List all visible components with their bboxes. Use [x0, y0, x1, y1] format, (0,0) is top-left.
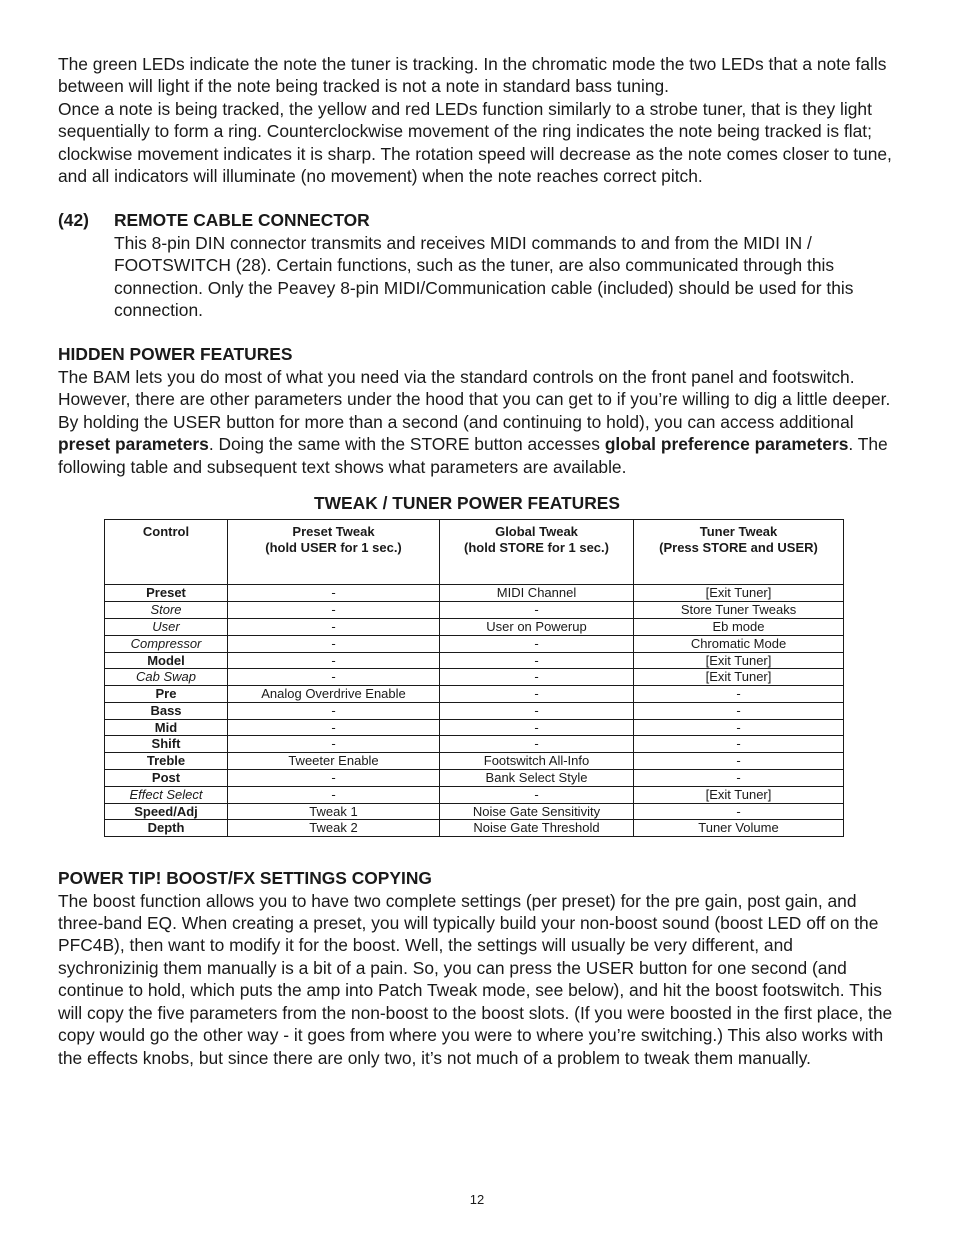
- page-number: 12: [469, 1192, 485, 1207]
- control-cell: Model: [105, 652, 228, 669]
- tuner-tweak-cell: Tuner Volume: [634, 820, 844, 837]
- preset-tweak-cell: -: [228, 702, 440, 719]
- tuner-tweak-cell: Chromatic Mode: [634, 635, 844, 652]
- control-cell: Depth: [105, 820, 228, 837]
- table-row: [105, 602, 844, 619]
- table-row: [105, 719, 844, 736]
- control-cell: Mid: [105, 719, 228, 736]
- header-control: Control: [105, 520, 228, 585]
- table-title: TWEAK / TUNER POWER FEATURES: [314, 492, 620, 513]
- table-row: [105, 669, 844, 686]
- global-tweak-cell: -: [440, 786, 634, 803]
- tuner-tweak-cell: -: [634, 753, 844, 770]
- preset-tweak-cell: Analog Overdrive Enable: [228, 686, 440, 703]
- global-tweak-cell: Bank Select Style: [440, 770, 634, 787]
- global-tweak-cell: -: [440, 719, 634, 736]
- control-cell: Speed/Adj: [105, 803, 228, 820]
- power-tip-body: The boost function allows you to have two complete settings (per preset) for the pre gain, post gain, and three-band EQ. When creating a preset, you will typically build your non-boost sound (boost LED off on the PFC4B), then want to modify it for the boost. Well, the settings will usually be very different, and sychronizinig them manually is a bit of a pain. So, you can press the USER button for one second (and continue to hold, which puts the amp into Patch Tweak mode, see below), and hit the boost footswitch. This will copy the five parameters from the non-boost to the boost slots. (If you were boosted in the first place, the copy would go the other way - it goes from where you were to where you’re switching.) This also works with the effects knobs, but since there are only two, it’s not much of a problem to tweak them manually.: [58, 890, 893, 1068]
- tuner-tweak-cell: Eb mode: [634, 618, 844, 635]
- global-tweak-cell: -: [440, 702, 634, 719]
- global-tweak-cell: Footswitch All-Info: [440, 753, 634, 770]
- tuner-tweak-cell: -: [634, 770, 844, 787]
- tuner-tweak-cell: -: [634, 686, 844, 703]
- preset-tweak-cell: -: [228, 652, 440, 669]
- intro-paragraph-1: The green LEDs indicate the note the tuner is tracking. In the chromatic mode the two LEDs that a note falls between will light if the note being tracked is not a note in standard bass tuning.: [58, 54, 887, 97]
- tweak-tuner-table: [104, 519, 844, 837]
- tuner-tweak-cell: -: [634, 702, 844, 719]
- preset-tweak-cell: -: [228, 786, 440, 803]
- table-row: [105, 820, 844, 837]
- control-cell: Effect Select: [105, 786, 228, 803]
- section-42-title: REMOTE CABLE CONNECTOR: [114, 210, 370, 231]
- preset-tweak-cell: Tweeter Enable: [228, 753, 440, 770]
- tuner-tweak-cell: [Exit Tuner]: [634, 585, 844, 602]
- global-tweak-cell: -: [440, 736, 634, 753]
- table-row: [105, 753, 844, 770]
- preset-parameters-emphasis: preset parameters: [58, 434, 209, 455]
- tuner-tweak-cell: [Exit Tuner]: [634, 652, 844, 669]
- hidden-features-body: [58, 366, 898, 478]
- section-42-heading: [58, 209, 898, 231]
- control-cell: Compressor: [105, 635, 228, 652]
- global-tweak-cell: -: [440, 669, 634, 686]
- hidden-features-title: HIDDEN POWER FEATURES: [58, 344, 293, 365]
- global-tweak-cell: -: [440, 635, 634, 652]
- tuner-tweak-cell: -: [634, 736, 844, 753]
- table-body: [105, 585, 844, 837]
- global-tweak-cell: -: [440, 652, 634, 669]
- hidden-text-c: . The following table and subsequent text shows what parameters are available.: [58, 434, 888, 477]
- control-cell: Cab Swap: [105, 669, 228, 686]
- table-row: [105, 652, 844, 669]
- tuner-tweak-cell: [Exit Tuner]: [634, 669, 844, 686]
- control-cell: Pre: [105, 686, 228, 703]
- table-row: [105, 618, 844, 635]
- preset-tweak-cell: Tweak 2: [228, 820, 440, 837]
- tuner-tweak-cell: -: [634, 803, 844, 820]
- preset-tweak-cell: -: [228, 770, 440, 787]
- control-cell: Bass: [105, 702, 228, 719]
- preset-tweak-cell: -: [228, 736, 440, 753]
- table-row: [105, 803, 844, 820]
- header-global-tweak: Global Tweak (hold STORE for 1 sec.): [440, 520, 634, 585]
- preset-tweak-cell: -: [228, 719, 440, 736]
- hidden-text-b: . Doing the same with the STORE button accesses: [208, 434, 605, 455]
- preset-tweak-cell: -: [228, 635, 440, 652]
- global-parameters-emphasis: global preference parameters: [604, 434, 849, 455]
- global-tweak-cell: Noise Gate Threshold: [440, 820, 634, 837]
- hidden-text-a: The BAM lets you do most of what you need via the standard controls on the front panel and footswitch. However, there are other parameters under the hood that you can get to if you’re willing to dig a little deeper. By holding the USER button for more than a second (and continuing to hold), you can access additional: [58, 366, 891, 432]
- preset-tweak-cell: -: [228, 585, 440, 602]
- tuner-tweak-cell: -: [634, 719, 844, 736]
- table-row: [105, 635, 844, 652]
- tuner-tweak-cell: Store Tuner Tweaks: [634, 602, 844, 619]
- preset-tweak-cell: -: [228, 602, 440, 619]
- table-row: [105, 770, 844, 787]
- global-tweak-cell: User on Powerup: [440, 618, 634, 635]
- table-row: [105, 786, 844, 803]
- control-cell: Post: [105, 770, 228, 787]
- control-cell: Shift: [105, 736, 228, 753]
- intro-paragraph-2: Once a note is being tracked, the yellow and red LEDs function similarly to a strobe tuner, that is they light sequentially to form a ring. Counterclockwise movement of the ring indicates the note being tracked is flat; clockwise movement indicates it is sharp. The rotation speed will decrease as the note comes closer to tune, and all indicators will illuminate (no movement) when the note reaches correct pitch.: [58, 98, 892, 187]
- preset-tweak-cell: Tweak 1: [228, 803, 440, 820]
- control-cell: Preset: [105, 585, 228, 602]
- global-tweak-cell: Noise Gate Sensitivity: [440, 803, 634, 820]
- section-42-number: (42): [58, 210, 89, 231]
- header-tuner-tweak: Tuner Tweak (Press STORE and USER): [634, 520, 844, 585]
- global-tweak-cell: MIDI Channel: [440, 585, 634, 602]
- table-row: [105, 585, 844, 602]
- section-42-body: This 8-pin DIN connector transmits and receives MIDI commands to and from the MIDI IN / FOOTSWITCH (28). Certain functions, such as the tuner, are also communicated through this connection. Only the Peavey 8-pin MIDI/Communication cable (included) should be used for this connection.: [114, 232, 854, 321]
- control-cell: Treble: [105, 753, 228, 770]
- tuner-tweak-cell: [Exit Tuner]: [634, 786, 844, 803]
- control-cell: User: [105, 618, 228, 635]
- table-row: [105, 736, 844, 753]
- preset-tweak-cell: -: [228, 618, 440, 635]
- table-row: [105, 686, 844, 703]
- document-page: [58, 53, 898, 1069]
- table-header-row: [105, 520, 844, 585]
- preset-tweak-cell: -: [228, 669, 440, 686]
- global-tweak-cell: -: [440, 602, 634, 619]
- power-tip-title: POWER TIP! BOOST/FX SETTINGS COPYING: [58, 868, 432, 889]
- control-cell: Store: [105, 602, 228, 619]
- table-row: [105, 702, 844, 719]
- global-tweak-cell: -: [440, 686, 634, 703]
- header-preset-tweak: Preset Tweak (hold USER for 1 sec.): [228, 520, 440, 585]
